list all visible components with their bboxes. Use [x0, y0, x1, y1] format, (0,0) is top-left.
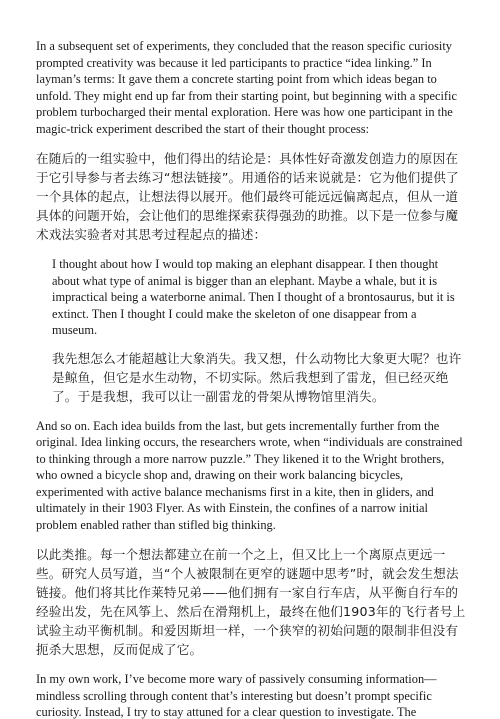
block-quote	[52, 256, 462, 406]
document-page	[36, 38, 466, 719]
quote-english: I thought about how I would top making an elephant disappear. I then thought about what type of animal is bigger than an elephant. Maybe a whale, but it is impractical being a waterborne animal. Then I thought of a brontosaurus, but it is extinct. Then I thought I could make the skeleton of one disappear from a museum.	[52, 257, 455, 337]
paragraph-english-2: And so on. Each idea builds from the last, but gets incrementally further from the original. Idea linking occurs, the researchers wrote, when “individuals are constrained to thinking through a more narrow puzzle.” They likened it to the Wright brothers, who owned a bicycle shop and, drawing on their work balancing bicycles, experimented with active balance mechanisms first in a kite, then in gliders, and ultimately in their 1903 Flyer. As with Einstein, the confines of a narrow initial problem enabled rather than stifled big thinking.	[36, 418, 463, 532]
paragraph-chinese-2: 以此类推。每一个想法都建立在前一个之上，但又比上一个离原点更远一些。研究人员写道，当“个人被限制在更窄的谜题中思考”时，就会发生想法链接。他们将其比作莱特兄弟——他们拥有一家自行车店，从平衡自行车的经验出发，先在风筝上、然后在滑翔机上，最终在他们1903年的飞行者号上试验主动平衡机制。和爱因斯坦一样，一个狭窄的初始问题的限制非但没有扼杀大思想，反而促成了它。	[36, 547, 466, 657]
paragraph-english-3: In my own work, I’ve become more wary of passively consuming information—mindless scrolling through content that’s interesting but doesn’t prompt specific curiosity. Instead, I try to stay attuned for a clear question to investigate. The	[36, 672, 437, 719]
paragraph-english-1: In a subsequent set of experiments, they concluded that the reason specific curiosity prompted creativity was because it led participants to practice “idea linking.” In layman’s terms: It gave them a concrete starting point from which ideas began to unfold. They might end up far from their starting point, but beginning with a specific problem turbocharged their mental exploration. Here was how one participant in the magic-trick experiment described the start of their thought process:	[36, 39, 457, 136]
quote-chinese: 我先想怎么才能超越让大象消失。我又想，什么动物比大象更大呢？也许是鲸鱼，但它是水生动物，不切实际。然后我想到了雷龙，但已经灭绝了。于是我想，我可以让一副雷龙的骨架从博物馆里消失。	[52, 350, 462, 404]
paragraph-chinese-1: 在随后的一组实验中，他们得出的结论是：具体性好奇激发创造力的原因在于它引导参与者去练习“想法链接”。用通俗的话来说就是：它为他们提供了一个具体的起点，让想法得以展开。他们最终可能远远偏离起点，但从一道具体的问题开始，会让他们的思维探索获得强劲的助推。以下是一位参与魔术戏法实验者对其思考过程起点的描述：	[36, 151, 459, 242]
